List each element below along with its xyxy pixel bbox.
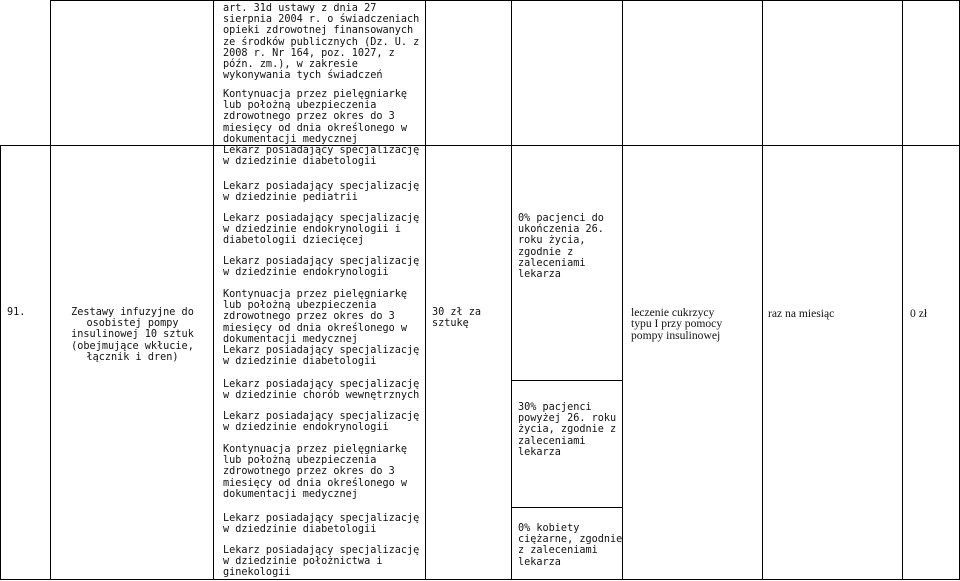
text-line: z zaleceniami <box>518 545 598 557</box>
col-sep-5 <box>622 0 623 580</box>
text-line: zdrowotnego przez okres do 3 <box>223 111 395 123</box>
text-line: miesięcy od dnia określonego w <box>223 477 408 489</box>
text-line: zaleceniami <box>518 435 586 447</box>
text-line: Kontynuacja przez pielęgniarkę <box>223 289 408 300</box>
reimbursement-limit <box>432 307 481 329</box>
text-line: 0% kobiety <box>518 523 580 534</box>
col-sep-0 <box>0 145 1 580</box>
group-separator-2 <box>511 507 622 508</box>
text-line: osobistej pompy <box>86 318 179 330</box>
patient-group-1 <box>518 213 604 280</box>
text-line: lub położną ubezpieczenia <box>223 100 377 112</box>
text-line: zdrowotnego przez okres do 3 <box>223 466 395 478</box>
prescriber-block-4 <box>223 256 419 278</box>
text-line: w dziedzinie endokrynologii <box>223 267 389 279</box>
text-line: Lekarz posiadający specjalizację <box>223 545 420 556</box>
text-line: dokumentacji medycznej <box>223 333 358 345</box>
text-line: Lekarz posiadający specjalizację <box>223 256 420 267</box>
text-line: art. 31d ustawy z dnia 27 <box>223 3 377 14</box>
col-sep-6 <box>762 0 763 580</box>
col-sep-3 <box>425 0 426 580</box>
text-line: sierpnia 2004 r. o świadczeniach <box>223 14 420 26</box>
text-line: dokumentacji medycznej <box>223 133 358 145</box>
group-separator-1 <box>511 380 622 381</box>
text-line: 2008 r. Nr 164, poz. 1027, z <box>223 47 395 59</box>
text-line: zaleceniami <box>518 257 586 269</box>
text-line: (obejmujące wkłucie, <box>71 340 194 352</box>
dispensing-frequency: raz na miesiąc <box>768 307 835 320</box>
text-line: sztukę <box>432 318 469 330</box>
text-line: zgodnie z <box>518 246 574 258</box>
text-line: Lekarz posiadający specjalizację <box>223 345 420 357</box>
patient-group-2 <box>518 402 616 458</box>
text-line: diabetologii dziecięcej <box>223 235 365 247</box>
col-sep-7 <box>902 0 903 580</box>
text-line: życia, zgodnie z <box>518 424 617 436</box>
row-separator-bottom <box>0 579 960 580</box>
text-line: ginekologii <box>223 567 291 579</box>
text-line: w dziedzinie diabetologii <box>223 156 377 168</box>
text-line: 0% pacjenci do <box>518 213 604 224</box>
text-line: ze środków publicznych (Dz. U. z <box>223 36 420 48</box>
text-line: typu I przy pomocy <box>631 317 723 331</box>
text-line: roku życia, <box>518 235 586 247</box>
text-line: lekarza <box>518 446 561 458</box>
text-line: w dziedzinie diabetologii <box>223 356 377 368</box>
text-line: lub położną ubezpieczenia <box>223 455 377 467</box>
text-line: Lekarz posiadający specjalizację <box>223 213 420 224</box>
prescriber-block-9 <box>223 513 419 535</box>
text-line: w dziedzinie endokrynologii <box>223 422 389 434</box>
prescriber-block-8 <box>223 444 407 500</box>
text-line: Lekarz posiadający specjalizację <box>223 411 420 422</box>
text-line: lub położną ubezpieczenia <box>223 300 377 312</box>
text-line: leczenie cukrzycy <box>631 306 715 319</box>
product-name <box>55 307 210 363</box>
text-line: insulinowej 10 sztuk <box>71 329 194 341</box>
text-line: późn. zm.), w zakresie <box>223 59 358 71</box>
prescriber-block-7 <box>223 411 419 433</box>
text-line: Lekarz posiadający specjalizację <box>223 379 420 390</box>
row-separator-main <box>0 145 960 146</box>
text-line: Lekarz posiadający specjalizację <box>223 145 420 157</box>
prescriber-block-2 <box>223 181 419 203</box>
text-line: ukończenia 26. <box>518 224 604 236</box>
text-line: łącznik i dren) <box>86 351 179 363</box>
text-line: ciężarne, zgodnie <box>518 534 623 546</box>
text-line: w dziedzinie pediatrii <box>223 192 358 204</box>
text-line: Kontynuacja przez pielęgniarkę <box>223 444 408 455</box>
text-line: dokumentacji medycznej <box>223 488 358 500</box>
text-line: wykonywania tych świadczeń <box>223 70 383 82</box>
clinical-indication <box>631 307 722 341</box>
text-line: Lekarz posiadający specjalizację <box>223 513 420 524</box>
text-line: lekarza <box>518 556 561 568</box>
text-line: w dziedzinie endokrynologii i <box>223 224 401 236</box>
col-sep-2 <box>213 0 214 580</box>
text-line: Lekarz posiadający specjalizację <box>223 181 420 192</box>
row-separator-top <box>50 0 960 1</box>
prescriber-block-6 <box>223 379 419 401</box>
col-sep-1 <box>50 0 51 580</box>
text-line: opieki zdrowotnej finansowanych <box>223 25 414 37</box>
text-line: pompy insulinowej <box>631 328 721 342</box>
patient-copay: 0 zł <box>910 307 928 320</box>
text-line: Kontynuacja przez pielęgniarkę <box>223 89 408 100</box>
patient-group-3 <box>518 523 622 568</box>
text-line: 30 zł za <box>432 307 482 318</box>
text-line: 30% pacjenci <box>518 402 592 413</box>
prescriber-block-1 <box>223 89 419 167</box>
text-line: zdrowotnego przez okres do 3 <box>223 311 395 323</box>
text-line: w dziedzinie diabetologii <box>223 524 377 536</box>
prescriber-block-10 <box>223 545 419 579</box>
text-line: lekarza <box>518 269 561 281</box>
text-line: w dziedzinie chorób wewnętrznych <box>223 390 420 402</box>
row-number: 91. <box>7 307 26 318</box>
text-line: powyżej 26. roku <box>518 413 617 425</box>
col-sep-4 <box>511 0 512 580</box>
text-line: w dziedzinie położnictwa i <box>223 556 383 568</box>
prescriber-block-3 <box>223 213 419 247</box>
prev-row-legal-basis <box>223 3 419 81</box>
text-line: miesięcy od dnia określonego w <box>223 322 408 334</box>
prescriber-block-5 <box>223 289 419 367</box>
text-line: Zestawy infuzyjne do <box>71 307 194 318</box>
text-line: miesięcy od dnia określonego w <box>223 122 408 134</box>
